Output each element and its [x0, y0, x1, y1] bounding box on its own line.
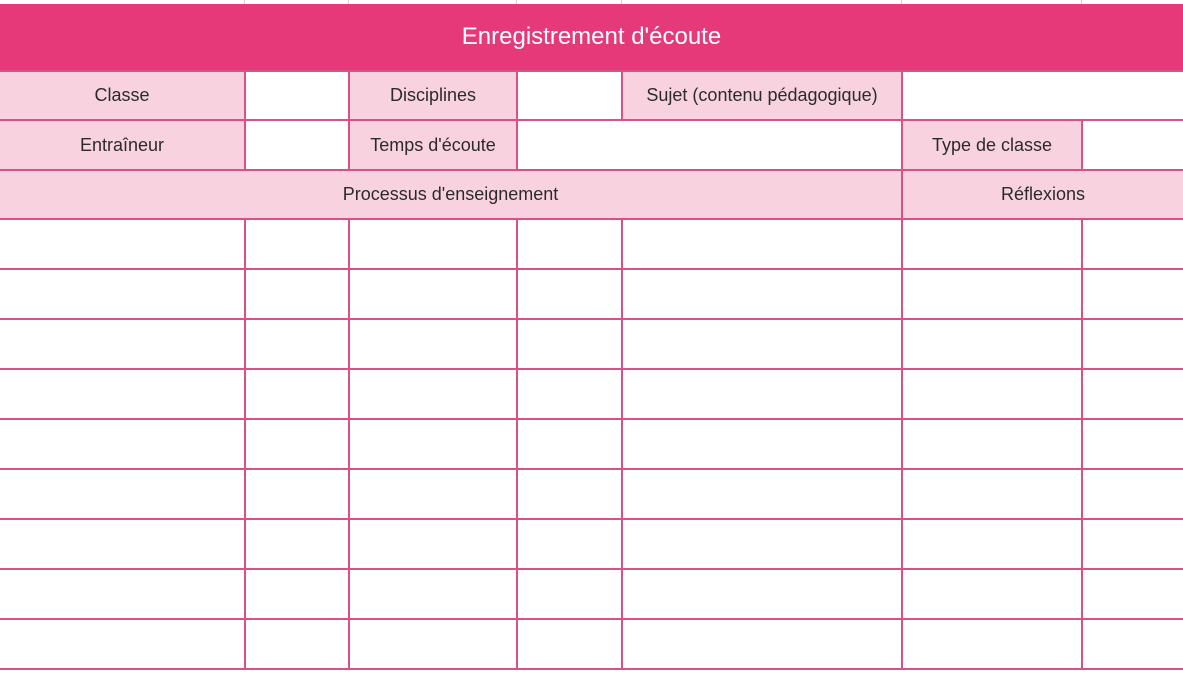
grid-cell[interactable]: [518, 420, 623, 470]
grid-cell[interactable]: [518, 370, 623, 420]
entraineur-input[interactable]: [246, 121, 350, 171]
grid-cell[interactable]: [623, 520, 903, 570]
disciplines-input[interactable]: [518, 72, 623, 121]
grid-cell[interactable]: [0, 370, 246, 420]
grid-cell[interactable]: [903, 620, 1083, 670]
sujet-input[interactable]: [903, 72, 1183, 121]
grid-cell[interactable]: [246, 270, 350, 320]
grid-cell[interactable]: [1083, 220, 1183, 270]
grid-cell[interactable]: [0, 420, 246, 470]
type-classe-label: Type de classe: [903, 121, 1083, 171]
grid-cell[interactable]: [0, 620, 246, 670]
grid-cell[interactable]: [518, 220, 623, 270]
grid-cell[interactable]: [246, 220, 350, 270]
grid-cell[interactable]: [623, 420, 903, 470]
grid-cell[interactable]: [1083, 570, 1183, 620]
grid-cell[interactable]: [350, 270, 518, 320]
type-classe-input[interactable]: [1083, 121, 1183, 171]
grid-cell[interactable]: [623, 320, 903, 370]
sujet-label: Sujet (contenu pédagogique): [623, 72, 903, 121]
reflections-header: Réflexions: [903, 171, 1183, 220]
grid-cell[interactable]: [350, 520, 518, 570]
grid-cell[interactable]: [350, 370, 518, 420]
grid-cell[interactable]: [246, 370, 350, 420]
grid-cell[interactable]: [246, 320, 350, 370]
grid-cell[interactable]: [623, 570, 903, 620]
grid-cell[interactable]: [350, 220, 518, 270]
grid-cell[interactable]: [0, 470, 246, 520]
grid-cell[interactable]: [0, 320, 246, 370]
grid-cell[interactable]: [623, 270, 903, 320]
grid-cell[interactable]: [246, 520, 350, 570]
grid-cell[interactable]: [350, 320, 518, 370]
grid-cell[interactable]: [0, 270, 246, 320]
grid-cell[interactable]: [903, 370, 1083, 420]
classe-input[interactable]: [246, 72, 350, 121]
grid-cell[interactable]: [1083, 520, 1183, 570]
grid-cell[interactable]: [903, 220, 1083, 270]
grid-cell[interactable]: [0, 220, 246, 270]
grid-cell[interactable]: [903, 320, 1083, 370]
grid-cell[interactable]: [246, 570, 350, 620]
disciplines-label: Disciplines: [350, 72, 518, 121]
grid-cell[interactable]: [350, 620, 518, 670]
teaching-process-header: Processus d'enseignement: [0, 171, 903, 220]
grid-cell[interactable]: [623, 370, 903, 420]
grid-cell[interactable]: [903, 270, 1083, 320]
grid-cell[interactable]: [518, 470, 623, 520]
grid-cell[interactable]: [1083, 320, 1183, 370]
grid-cell[interactable]: [623, 470, 903, 520]
classe-label: Classe: [0, 72, 246, 121]
grid-cell[interactable]: [903, 520, 1083, 570]
grid-cell[interactable]: [518, 570, 623, 620]
form-title: Enregistrement d'écoute: [0, 4, 1183, 72]
grid-cell[interactable]: [246, 470, 350, 520]
grid-cell[interactable]: [1083, 370, 1183, 420]
temps-ecoute-label: Temps d'écoute: [350, 121, 518, 171]
grid-cell[interactable]: [518, 620, 623, 670]
grid-cell[interactable]: [903, 470, 1083, 520]
grid-cell[interactable]: [350, 420, 518, 470]
grid-cell[interactable]: [518, 520, 623, 570]
entraineur-label: Entraîneur: [0, 121, 246, 171]
grid-cell[interactable]: [1083, 470, 1183, 520]
grid-cell[interactable]: [623, 620, 903, 670]
grid-cell[interactable]: [1083, 270, 1183, 320]
grid-cell[interactable]: [0, 570, 246, 620]
grid-cell[interactable]: [350, 570, 518, 620]
grid-cell[interactable]: [350, 470, 518, 520]
grid-cell[interactable]: [903, 570, 1083, 620]
grid-cell[interactable]: [1083, 620, 1183, 670]
grid-cell[interactable]: [623, 220, 903, 270]
temps-ecoute-input[interactable]: [518, 121, 903, 171]
grid-cell[interactable]: [0, 520, 246, 570]
grid-cell[interactable]: [1083, 420, 1183, 470]
grid-cell[interactable]: [246, 620, 350, 670]
grid-cell[interactable]: [518, 320, 623, 370]
grid-cell[interactable]: [518, 270, 623, 320]
grid-cell[interactable]: [246, 420, 350, 470]
grid-cell[interactable]: [903, 420, 1083, 470]
